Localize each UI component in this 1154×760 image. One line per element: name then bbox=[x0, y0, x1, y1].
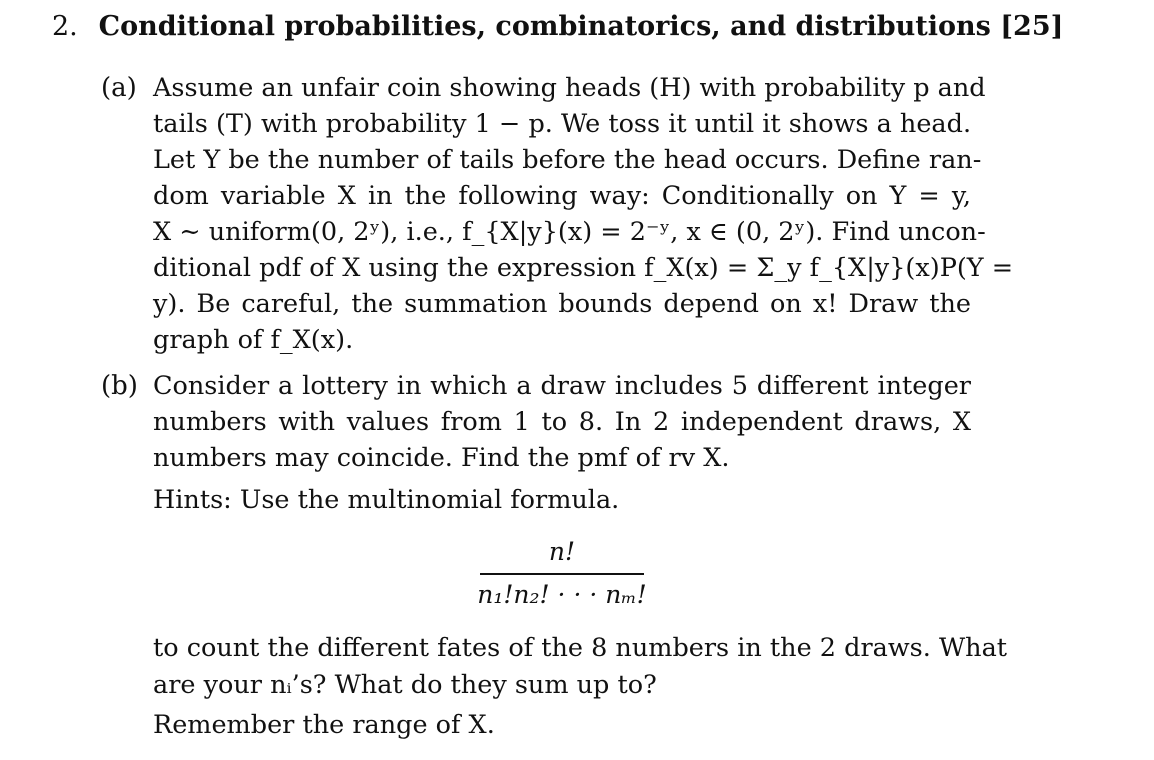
problem-title: Conditional probabilities, combinatorics, and distributions [25] bbox=[98, 11, 1064, 42]
part-a-line-1: Assume an unfair coin showing heads (H) with probability p and bbox=[153, 73, 986, 103]
part-b-line-2: numbers with values from 1 to 8. In 2 independent draws, X bbox=[153, 407, 971, 437]
part-a-line-5: X ∼ uniform(0, 2ʸ), i.e., f_{X|y}(x) = 2⁻ʸ, x ∈ (0, 2ʸ). Find uncon- bbox=[153, 217, 986, 247]
part-b-label: (b) bbox=[101, 371, 138, 401]
part-a-label: (a) bbox=[101, 73, 137, 103]
part-a-line-4: dom variable X in the following way: Conditionally on Y = y, bbox=[153, 181, 971, 211]
after-formula-line-1: to count the different fates of the 8 numbers in the 2 draws. What bbox=[153, 633, 1008, 663]
part-a-line-8: graph of f_X(x). bbox=[153, 325, 354, 355]
multinomial-formula bbox=[476, 535, 648, 610]
part-b-line-3: numbers may coincide. Find the pmf of rv X. bbox=[153, 443, 730, 473]
hint-line: Hints: Use the multinomial formula. bbox=[153, 485, 620, 515]
after-formula-line-3: Remember the range of X. bbox=[153, 710, 495, 740]
part-a-line-2: tails (T) with probability 1 − p. We toss it until it shows a head. bbox=[153, 109, 972, 139]
problem-heading bbox=[52, 8, 1112, 46]
problem-number: 2. bbox=[52, 11, 78, 42]
part-b-line-1: Consider a lottery in which a draw includes 5 different integer bbox=[153, 371, 971, 401]
after-formula-line-2: are your nᵢ’s? What do they sum up to? bbox=[153, 670, 657, 700]
fraction-bar bbox=[480, 573, 644, 575]
part-a-line-3: Let Y be the number of tails before the head occurs. Define ran- bbox=[153, 145, 982, 175]
formula-denominator: n₁!n₂! · · · nₘ! bbox=[477, 580, 647, 609]
part-a-line-6: ditional pdf of X using the expression f_X(x) = Σ_y f_{X|y}(x)P(Y = bbox=[153, 253, 1014, 283]
formula-numerator: n! bbox=[548, 537, 576, 566]
part-a-line-7: y). Be careful, the summation bounds depend on x! Draw the bbox=[153, 289, 971, 319]
